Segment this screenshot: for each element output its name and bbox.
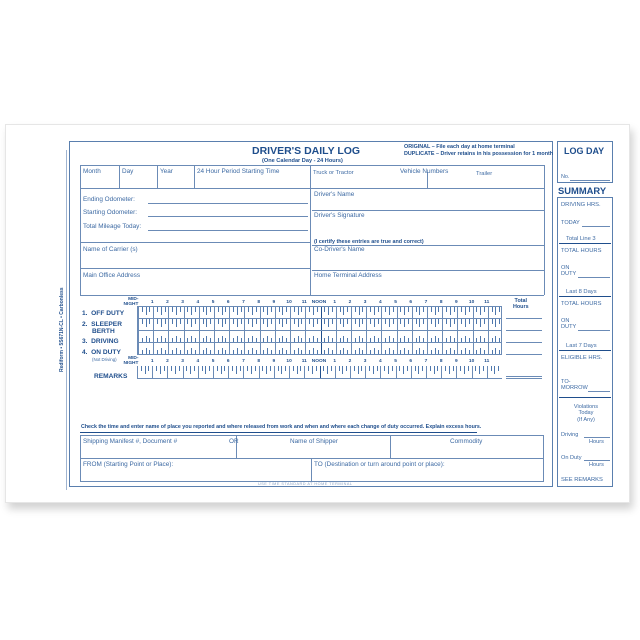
violation-driving-field[interactable] (584, 437, 610, 438)
hour-label: 8 (257, 300, 260, 305)
vehicle-numbers-label: Vehicle Numbers (400, 168, 449, 175)
home-terminal-field[interactable]: Home Terminal Address (314, 272, 382, 279)
hour-label: 10 (286, 300, 292, 305)
midnight-label-top: MID- NIGHT (123, 297, 139, 307)
remarks-time-ruler[interactable] (137, 366, 502, 378)
hour-label: 3 (181, 359, 184, 364)
total-hours-label-1: TOTAL HOURS (561, 248, 602, 254)
hour-label: 7 (242, 359, 245, 364)
log-day-number-field[interactable] (570, 180, 610, 181)
today-driving-field[interactable] (582, 226, 610, 227)
hour-label: 4 (196, 300, 200, 305)
driving-hrs-label: DRIVING HRS. (561, 202, 601, 208)
on-duty-label: 4. ON DUTY (82, 349, 121, 356)
sleeper-berth-label: 2. SLEEPER BERTH (82, 321, 122, 335)
eligible-hrs-label: ELIGIBLE HRS. (561, 355, 603, 361)
duplicate-note: DUPLICATE – Driver retains in his possession for 1 month (404, 151, 554, 157)
instructions-text: Check the time and enter name of place you reported and where released from work and when and where each change of duty occurred. Explain excess hours. (81, 424, 482, 430)
today-label: TODAY (561, 220, 580, 226)
summary-title: SUMMARY (558, 185, 607, 196)
hour-label: 10 (468, 359, 475, 364)
hour-label: 6 (409, 359, 413, 364)
hour-label: 5 (394, 359, 397, 364)
hour-label: 11 (484, 300, 490, 305)
driving-label: 3. DRIVING (82, 338, 119, 345)
or-label: OR (229, 438, 239, 445)
tomorrow-label: TO- MORROW (561, 379, 588, 391)
main-office-field[interactable]: Main Office Address (83, 272, 141, 279)
from-field[interactable]: FROM (Starting Point or Place): (83, 461, 174, 468)
truck-field[interactable]: Truck or Tractor (313, 170, 354, 176)
grand-total-line[interactable] (506, 378, 542, 379)
off-duty-label: 1. OFF DUTY (82, 310, 125, 317)
log-day-title: LOG DAY (564, 146, 605, 156)
hour-label: 3 (181, 300, 184, 305)
hour-label: 8 (257, 359, 260, 364)
drivers-signature-field[interactable]: Driver's Signature (314, 212, 365, 219)
starting-odometer-field[interactable]: Starting Odometer: (83, 209, 137, 216)
total-sleeper-line[interactable] (506, 330, 542, 331)
total-hours-label-2: TOTAL HOURS (561, 301, 602, 307)
hour-label: 2 (348, 359, 352, 364)
certify-text: (I certify these entries are true and correct) (314, 239, 424, 245)
noon-label-top: NOON (311, 300, 327, 305)
hour-label: 1 (333, 359, 337, 364)
hour-label: 9 (272, 359, 276, 364)
left-margin-line (66, 150, 67, 490)
hour-label: 6 (226, 359, 230, 364)
time-standard-footer: USE TIME STANDARD AT HOME TERMINAL (258, 482, 353, 486)
to-field[interactable]: TO (Destination or turn around point or place): (314, 461, 445, 468)
co-driver-field[interactable]: Co-Driver's Name (314, 246, 365, 253)
hour-label: 4 (378, 359, 382, 364)
total-off-duty-line[interactable] (506, 318, 542, 319)
hour-label: 5 (211, 300, 215, 305)
hour-label: 9 (272, 300, 276, 305)
tomorrow-eligible-field[interactable] (588, 391, 610, 392)
noon-label-bottom: NOON (311, 359, 327, 364)
hour-label: 9 (455, 359, 458, 364)
carrier-name-field[interactable]: Name of Carrier (s) (83, 246, 138, 253)
remarks-label: REMARKS (94, 373, 128, 380)
hour-label: 7 (424, 359, 428, 364)
form-subtitle: (One Calendar Day - 24 Hours) (262, 158, 343, 164)
on-duty-total-field-2[interactable] (578, 330, 610, 331)
violations-label: Violations Today (If Any) (573, 404, 599, 423)
hour-label: 8 (439, 300, 443, 305)
original-note: ORIGINAL – File each day at home terminal (404, 144, 515, 150)
month-field[interactable]: Month (83, 168, 101, 175)
hour-label: 1 (333, 300, 337, 305)
hour-label: 5 (394, 300, 397, 305)
hour-label: 7 (424, 300, 428, 305)
midnight-label-bottom: MID- NIGHT (123, 356, 139, 366)
hour-label: 3 (363, 359, 367, 364)
ending-odometer-field[interactable]: Ending Odometer: (83, 196, 135, 203)
on-duty-label-2: ON DUTY (561, 318, 577, 330)
hour-label: 7 (242, 300, 245, 305)
period-start-field[interactable]: 24 Hour Period Starting Time (197, 168, 280, 175)
day-field[interactable]: Day (122, 168, 134, 175)
see-remarks-label: SEE REMARKS (561, 477, 603, 483)
hour-label: 6 (409, 300, 413, 305)
shipper-name-field[interactable]: Name of Shipper (290, 438, 338, 445)
not-driving-note: (Not Driving) (92, 357, 117, 362)
last-8-days-label: Last 8 Days (566, 289, 597, 295)
shipping-manifest-field[interactable]: Shipping Manifest #, Document # (83, 438, 178, 445)
total-on-duty-line[interactable] (506, 354, 542, 355)
hour-label: 2 (166, 300, 169, 305)
on-duty-total-field-1[interactable] (578, 277, 610, 278)
violation-on-duty-field[interactable] (584, 460, 610, 461)
hour-label: 9 (455, 300, 458, 305)
hour-label: 6 (226, 300, 230, 305)
hour-label: 5 (211, 359, 215, 364)
total-line3-label: Total Line 3 (566, 236, 596, 242)
hour-label: 10 (286, 359, 292, 364)
violation-driving-label: Driving (561, 432, 579, 438)
commodity-field[interactable]: Commodity (450, 438, 483, 445)
on-duty-label-1: ON DUTY (561, 265, 577, 277)
hour-label: 11 (301, 300, 307, 305)
hour-label: 1 (150, 300, 154, 305)
hour-label: 11 (484, 359, 490, 364)
hour-label: 4 (196, 359, 200, 364)
hour-label: 8 (439, 359, 443, 364)
year-field[interactable]: Year (160, 168, 173, 175)
total-mileage-field[interactable]: Total Mileage Today: (83, 223, 142, 230)
hour-label: 2 (166, 359, 169, 364)
trailer-field[interactable]: Trailer (476, 171, 493, 177)
hour-label: 10 (468, 300, 475, 305)
hour-label: 3 (363, 300, 367, 305)
drivers-name-field[interactable]: Driver's Name (314, 191, 355, 198)
violation-on-duty-label: On Duty (561, 455, 582, 461)
grid-row-on-duty[interactable] (137, 342, 502, 355)
form-title: DRIVER'S DAILY LOG (252, 145, 361, 157)
total-hours-header: Total Hours (513, 298, 529, 310)
hour-label: 1 (150, 359, 154, 364)
hour-label: 2 (348, 300, 352, 305)
hour-label: 11 (301, 359, 307, 364)
last-7-days-label: Last 7 Days (566, 343, 597, 349)
hour-label: 4 (378, 300, 382, 305)
side-imprint: Rediform • 5S671N-CL • Carbonless (59, 287, 65, 372)
total-driving-line[interactable] (506, 342, 542, 343)
log-day-number-label: No. (561, 174, 570, 180)
